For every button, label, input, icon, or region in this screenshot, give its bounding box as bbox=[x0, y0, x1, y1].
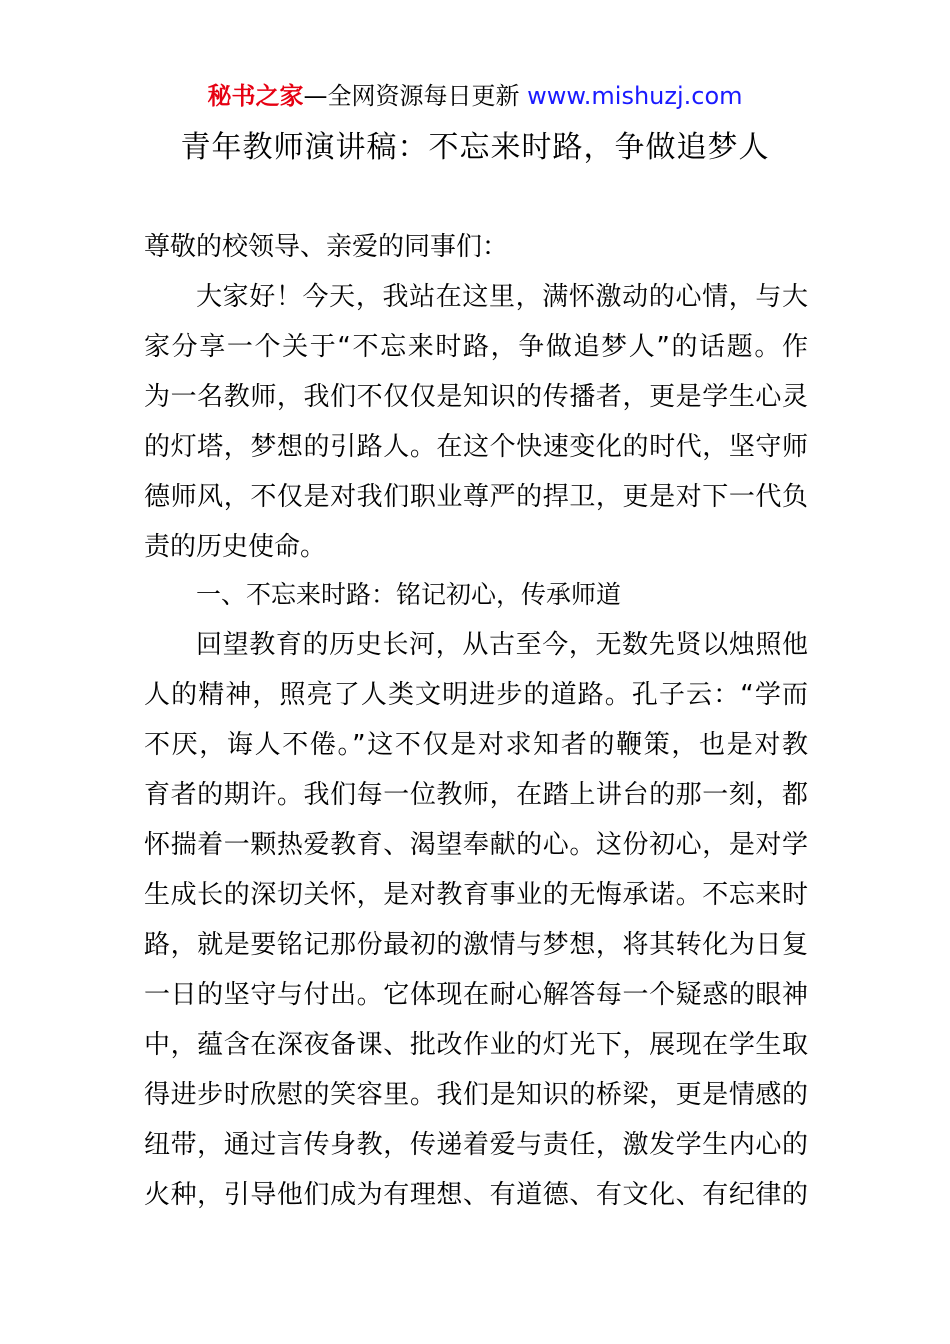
paragraph-line: 纽带，通过言传身教，传递着爱与责任，激发学生内心的 bbox=[144, 1130, 808, 1160]
paragraph-line: 路，就是要铭记那份最初的激情与梦想，将其转化为日复 bbox=[144, 930, 808, 960]
paragraph-1 bbox=[144, 272, 808, 572]
paragraph-line: 为一名教师，我们不仅仅是知识的传播者，更是学生心灵 bbox=[144, 382, 808, 412]
paragraph-line: 火种，引导他们成为有理想、有道德、有文化、有纪律的 bbox=[144, 1180, 808, 1210]
paragraph-line: 责的历史使命。 bbox=[144, 532, 327, 562]
section-heading: 一、不忘来时路：铭记初心，传承师道 bbox=[196, 580, 622, 609]
paragraph-line: 生成长的深切关怀，是对教育事业的无悔承诺。不忘来时 bbox=[144, 880, 808, 910]
paragraph-line: 大家好！今天，我站在这里，满怀激动的心情，与大 bbox=[196, 282, 808, 312]
paragraph-2 bbox=[144, 620, 808, 1220]
header-tagline: —全网资源每日更新 bbox=[303, 82, 528, 110]
paragraph-line: 不厌，诲人不倦。”这不仅是对求知者的鞭策，也是对教 bbox=[144, 730, 808, 760]
paragraph-line: 回望教育的历史长河，从古至今，无数先贤以烛照他 bbox=[196, 630, 808, 660]
document-title: 青年教师演讲稿：不忘来时路，争做追梦人 bbox=[180, 130, 770, 165]
paragraph-line: 怀揣着一颗热爱教育、渴望奉献的心。这份初心，是对学 bbox=[144, 830, 808, 860]
salutation: 尊敬的校领导、亲爱的同事们： bbox=[144, 232, 509, 262]
paragraph-line: 人的精神，照亮了人类文明进步的道路。孔子云：“学而 bbox=[144, 680, 808, 710]
paragraph-line: 中，蕴含在深夜备课、批改作业的灯光下，展现在学生取 bbox=[144, 1030, 808, 1060]
paragraph-line: 得进步时欣慰的笑容里。我们是知识的桥梁，更是情感的 bbox=[144, 1080, 808, 1110]
paragraph-line: 的灯塔，梦想的引路人。在这个快速变化的时代，坚守师 bbox=[144, 432, 808, 462]
brand-name: 秘书之家 bbox=[207, 82, 304, 110]
site-header bbox=[0, 80, 950, 112]
paragraph-line: 一日的坚守与付出。它体现在耐心解答每一个疑惑的眼神 bbox=[144, 980, 808, 1010]
paragraph-line: 家分享一个关于“不忘来时路，争做追梦人”的话题。作 bbox=[144, 332, 808, 362]
paragraph-line: 育者的期许。我们每一位教师，在踏上讲台的那一刻，都 bbox=[144, 780, 808, 810]
site-url[interactable]: www.mishuzj.com bbox=[527, 82, 743, 110]
paragraph-line: 德师风，不仅是对我们职业尊严的捍卫，更是对下一代负 bbox=[144, 482, 808, 512]
